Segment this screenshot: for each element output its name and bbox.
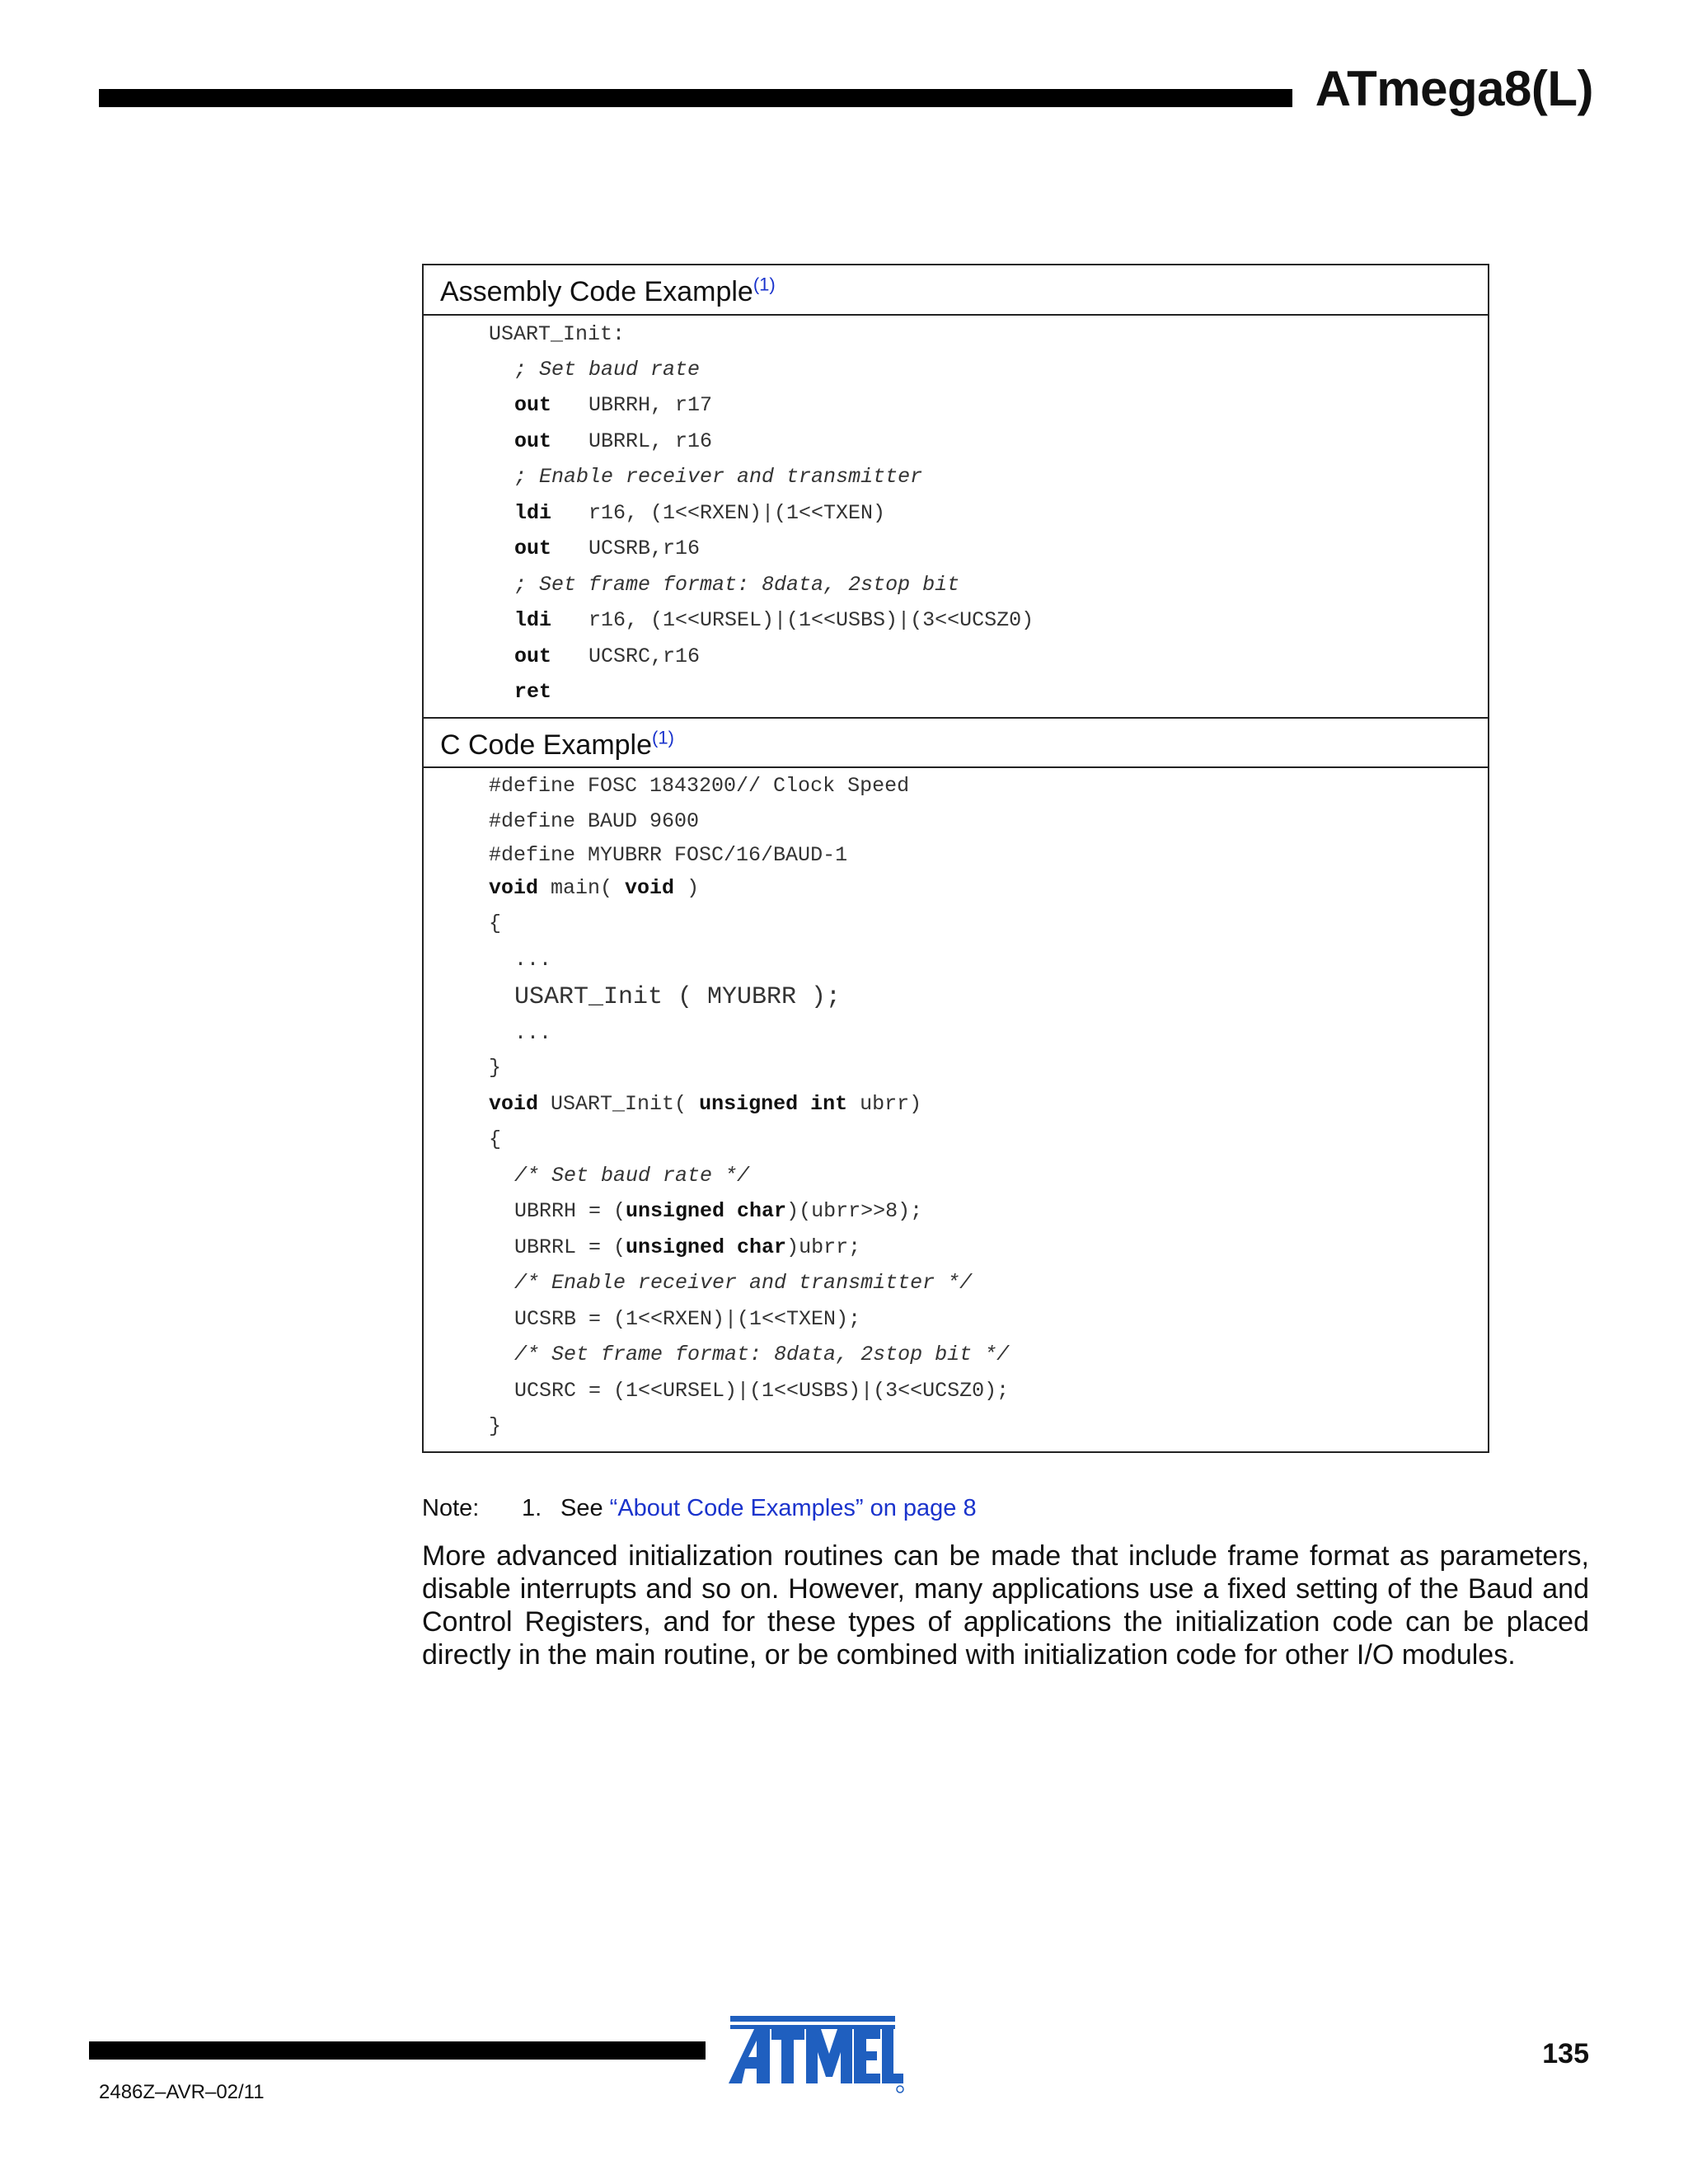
note-link[interactable]: “About Code Examples” on page 8	[609, 1495, 977, 1521]
c-line: void main( void )	[489, 876, 700, 900]
c-line: USART_Init ( MYUBRR );	[514, 983, 842, 1011]
c-line: #define BAUD 9600	[489, 809, 700, 833]
asm-line: out UBRRH, r17	[514, 393, 713, 417]
c-heading	[424, 717, 1488, 768]
body-paragraph: More advanced initialization routines can be made that include frame format as parameters, disable interrupts and so on. However, many applications use a fixed setting of the Baud and Control Registers, and for these types of applications the initialization code can be placed directly in the main routine, or be combined with initialization code for other I/O modules.	[422, 1540, 1589, 1671]
asm-line: out UBRRL, r16	[514, 429, 713, 453]
asm-line: ldi r16, (1<<URSEL)|(1<<USBS)|(3<<UCSZ0)	[514, 608, 1034, 632]
c-line: #define FOSC 1843200// Clock Speed	[489, 774, 910, 798]
page-number: 135	[1542, 2038, 1589, 2069]
asm-comment: ; Set frame format: 8data, 2stop bit	[514, 573, 960, 597]
c-line: #define MYUBRR FOSC/16/BAUD-1	[489, 843, 848, 867]
c-line: void USART_Init( unsigned int ubrr)	[489, 1092, 922, 1116]
c-heading-text: C Code Example	[440, 729, 653, 761]
c-comment: /* Set baud rate */	[514, 1164, 750, 1188]
page-title: ATmega8(L)	[1315, 61, 1593, 116]
asm-line: out UCSRC,r16	[514, 644, 701, 668]
c-comment: /* Set frame format: 8data, 2stop bit */	[514, 1343, 1010, 1366]
c-line: UBRRH = (unsigned char)(ubrr>>8);	[514, 1199, 923, 1223]
asm-heading-text: Assembly Code Example	[440, 276, 753, 307]
c-line: {	[489, 1127, 502, 1151]
c-line: UCSRB = (1<<RXEN)|(1<<TXEN);	[514, 1307, 861, 1331]
asm-heading	[424, 265, 1488, 316]
asm-line: out UCSRB,r16	[514, 537, 701, 560]
asm-line: ldi r16, (1<<RXEN)|(1<<TXEN)	[514, 501, 886, 525]
document-id: 2486Z–AVR–02/11	[99, 2081, 265, 2103]
c-line: }	[489, 1056, 502, 1080]
header-rule	[99, 89, 1292, 107]
c-comment: /* Enable receiver and transmitter */	[514, 1271, 973, 1295]
note-number: 1.	[522, 1495, 542, 1521]
note-label: Note:	[422, 1495, 480, 1521]
c-line: }	[489, 1414, 502, 1438]
asm-comment: ; Enable receiver and transmitter	[514, 465, 923, 489]
c-line: ...	[514, 1021, 552, 1045]
note-text: See “About Code Examples” on page 8	[560, 1495, 977, 1521]
c-line: ...	[514, 948, 552, 972]
footer-rule	[89, 2041, 706, 2060]
asm-line: USART_Init:	[489, 322, 626, 346]
asm-comment: ; Set baud rate	[514, 358, 701, 382]
c-footnote-ref[interactable]: (1)	[652, 727, 674, 748]
c-line: UCSRC = (1<<URSEL)|(1<<USBS)|(3<<UCSZ0);	[514, 1379, 1010, 1403]
asm-footnote-ref[interactable]: (1)	[753, 274, 776, 295]
c-line: {	[489, 912, 502, 935]
atmel-logo	[724, 2011, 905, 2093]
code-example-table	[422, 264, 1489, 1453]
asm-line: ret	[514, 680, 552, 704]
c-line: UBRRL = (unsigned char)ubrr;	[514, 1235, 861, 1259]
